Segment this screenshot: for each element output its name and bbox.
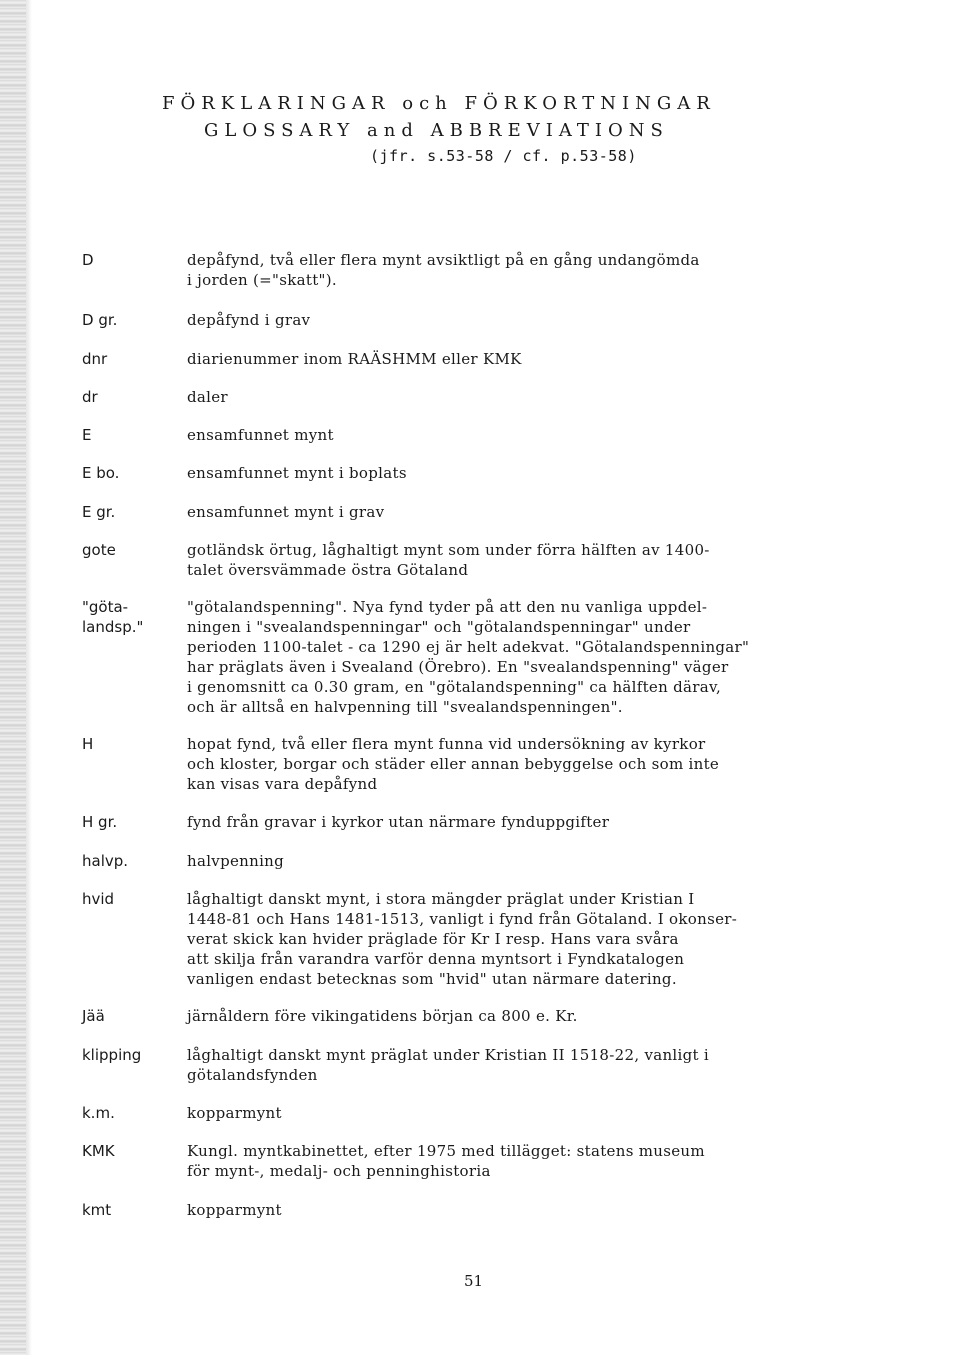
entry-term: k.m. <box>82 1104 115 1122</box>
entry-definition: ensamfunnet mynt i grav <box>187 503 385 521</box>
page-reference: (jfr. s.53-58 / cf. p.53-58) <box>370 147 637 165</box>
entry-definition: Kungl. myntkabinettet, efter 1975 med tillägget: statens museum för mynt-, medalj- och penninghistoria <box>187 1142 705 1180</box>
entry-definition: ensamfunnet mynt i boplats <box>187 464 407 482</box>
entry-definition: hopat fynd, två eller flera mynt funna vid undersökning av kyrkor och kloster, borgar och städer eller annan bebyggelse och som inte kan visas vara depåfynd <box>187 735 720 793</box>
entry-term: D gr. <box>82 311 118 329</box>
entry-definition: ensamfunnet mynt <box>187 426 334 444</box>
entry-term: H gr. <box>82 813 118 831</box>
entry-term: KMK <box>82 1142 115 1160</box>
title-swedish: FÖRKLARINGAR och FÖRKORTNINGAR <box>162 93 716 114</box>
entry-term: halvp. <box>82 852 129 870</box>
entry-term: gote <box>82 541 116 559</box>
entry-definition: "götalandspenning". Nya fynd tyder på att den nu vanliga uppdel- ningen i "svealandspenningar" och "götalandspenningar" under perioden 1100-talet - ca 1290 ej är helt adekvat. "Götalandspenningar" har präglats även i Svealand (Örebro). En "svealandspenning" väger i genomsnitt ca 0.30 gram, en "götalandspenning" ca hälften därav, och är alltså en halvpenning till "svealandspenningen". <box>187 598 750 716</box>
entry-term: E <box>82 426 92 444</box>
entry-definition: fynd från gravar i kyrkor utan närmare fynduppgifter <box>187 813 610 831</box>
entry-term: E bo. <box>82 464 120 482</box>
entry-term: E gr. <box>82 503 116 521</box>
entry-definition: depåfynd i grav <box>187 311 311 329</box>
entry-term: Jää <box>82 1007 105 1025</box>
entry-definition: daler <box>187 388 228 406</box>
entry-definition: låghaltigt danskt mynt präglat under Kristian II 1518-22, vanligt i götalandsfynden <box>187 1046 710 1084</box>
entry-term: kmt <box>82 1201 112 1219</box>
scan-edge <box>0 0 26 1355</box>
entry-definition: kopparmynt <box>187 1104 282 1122</box>
entry-definition: järnåldern före vikingatidens början ca 800 e. Kr. <box>187 1007 578 1025</box>
page-number: 51 <box>464 1272 484 1290</box>
entry-definition: depåfynd, två eller flera mynt avsiktligt på en gång undangömda i jorden (="skatt"). <box>187 251 700 289</box>
entry-term: D <box>82 251 94 269</box>
entry-term: klipping <box>82 1046 142 1064</box>
entry-term: dr <box>82 388 98 406</box>
entry-term: "göta- landsp." <box>82 598 144 636</box>
entry-term: H <box>82 735 94 753</box>
entry-definition: diarienummer inom RAÄSHMM eller KMK <box>187 350 522 368</box>
entry-definition: halvpenning <box>187 852 285 870</box>
entry-term: hvid <box>82 890 115 908</box>
title-english: GLOSSARY and ABBREVIATIONS <box>204 120 669 141</box>
entry-definition: gotländsk örtug, låghaltigt mynt som under förra hälften av 1400- talet översvämmade östra Götaland <box>187 541 710 579</box>
entry-definition: kopparmynt <box>187 1201 282 1219</box>
entry-term: dnr <box>82 350 108 368</box>
scan-edge-shadow <box>26 0 32 1355</box>
entry-definition: låghaltigt danskt mynt, i stora mängder präglat under Kristian I 1448-81 och Hans 1481-1513, vanligt i fynd från Götaland. I okonser- verat skick kan hvider präglade för Kr I resp. Hans vara svåra att skilja från varandra varför denna myntsort i Fyndkatalogen vanligen endast betecknas som "hvid" utan närmare datering. <box>187 890 738 988</box>
